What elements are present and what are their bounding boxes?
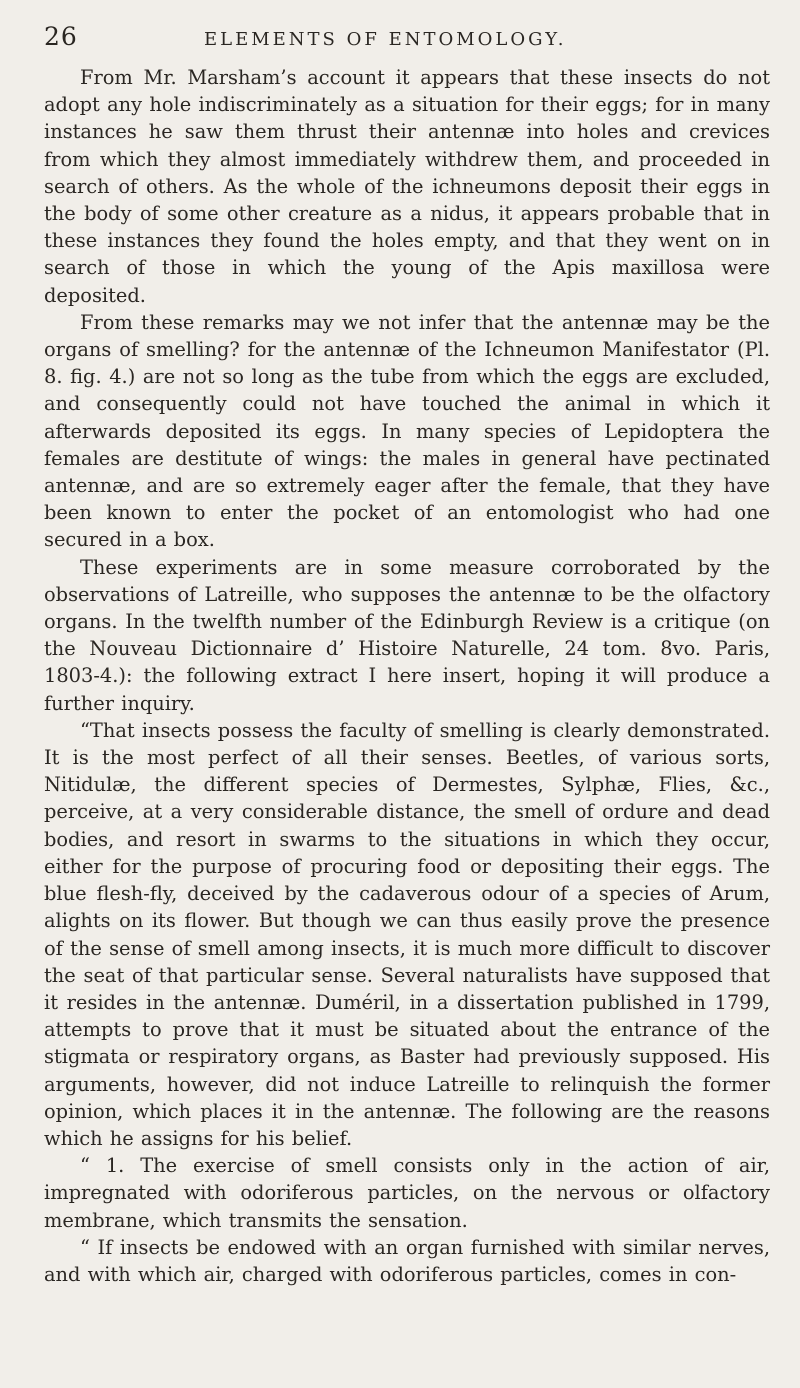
page-number: 26	[44, 22, 78, 51]
paragraph: From Mr. Marsham’s account it appears that these insects do not adopt any hole indiscriminately as a situation for their eggs; for in many instances he saw them thrust their antennæ into holes and crevices from which they almost immediately withdrew them, and proceeded in search of others. As the whole of the ichneumons deposit their eggs in the body of some other creature as a nidus, it appears probable that in these instances they found the holes empty, and that they went on in search of those in which the young of the Apis maxillosa were deposited.	[44, 66, 770, 307]
page-header	[44, 22, 770, 62]
paragraph: These experiments are in some measure corroborated by the observations of Latreille, who supposes the antennæ to be the olfactory organs. In the twelfth number of the Edinburgh Review is a critique (on the Nouveau Dictionnaire d’ Histoire Naturelle, 24 tom. 8vo. Paris, 1803-4.): the following extract I here insert, hoping it will produce a further inquiry.	[44, 555, 770, 715]
running-head: ELEMENTS OF ENTOMOLOGY.	[204, 29, 567, 50]
body-text	[44, 64, 770, 1288]
paragraph: “ If insects be endowed with an organ furnished with similar nerves, and with which air, charged with odoriferous particles, comes in con-	[44, 1235, 770, 1286]
paragraph: “That insects possess the faculty of smelling is clearly demonstrated. It is the most perfect of all their senses. Beetles, of various sorts, Nitidulæ, the different species of Dermestes, Sylphæ, Flies, &c., perceive, at a very considerable distance, the smell of ordure and dead bodies, and resort in swarms to the situations in which they occur, either for the purpose of procuring food or depositing their eggs. The blue flesh-fly, deceived by the cadaverous odour of a species of Arum, alights on its flower. But though we can thus easily prove the presence of the sense of smell among insects, it is much more difficult to discover the seat of that particular sense. Several naturalists have supposed that it resides in the antennæ. Duméril, in a dissertation published in 1799, attempts to prove that it must be situated about the entrance of the stigmata or respiratory organs, as Baster had previously supposed. His arguments, however, did not induce Latreille to relinquish the former opinion, which places it in the antennæ. The following are the reasons which he assigns for his belief.	[44, 718, 770, 1150]
paragraph: From these remarks may we not infer that the antennæ may be the organs of smelling? for the antennæ of the Ichneumon Manifestator (Pl. 8. fig. 4.) are not so long as the tube from which the eggs are excluded, and consequently could not have touched the animal in which it afterwards deposited its eggs. In many species of Lepidoptera the females are destitute of wings: the males in general have pectinated antennæ, and are so extremely eager after the female, that they have been known to enter the pocket of an entomologist who had one secured in a box.	[44, 310, 770, 552]
paragraph: “ 1. The exercise of smell consists only in the action of air, impregnated with odoriferous particles, on the nervous or olfactory membrane, which transmits the sensation.	[44, 1154, 770, 1232]
